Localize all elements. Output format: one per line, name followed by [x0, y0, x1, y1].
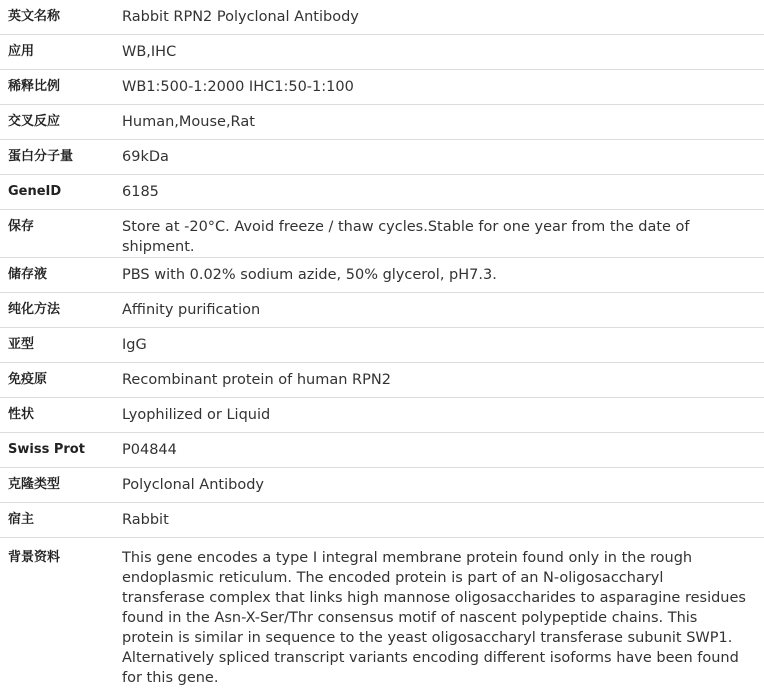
spec-value: Rabbit RPN2 Polyclonal Antibody	[122, 9, 359, 25]
spec-row-isotype	[0, 327, 764, 362]
spec-value: This gene encodes a type I integral membrane protein found only in the rough endoplasmic reticulum. The encoded protein is part of an N-oligosaccharyl transferase complex that links high mannose oligosaccharides to asparagine residues found in the Asn-X-Ser/Thr consensus motif of nascent polypeptide chains. This protein is similar in sequence to the yeast oligosaccharyl transferase subunit SWP1. Alternatively spliced transcript variants encoding different isoforms have been found for this gene.	[122, 549, 746, 686]
spec-value: IgG	[122, 336, 147, 353]
spec-value: Recombinant protein of human RPN2	[122, 371, 391, 388]
spec-label: 储存液	[8, 266, 48, 282]
spec-value: Store at -20°C. Avoid freeze / thaw cycles.Stable for one year from the date of shipment.	[122, 218, 690, 255]
spec-row-english-name	[0, 0, 764, 34]
spec-row-molecular-weight	[0, 139, 764, 174]
spec-label: 蛋白分子量	[8, 148, 74, 164]
spec-label: 性状	[8, 406, 35, 422]
spec-row-storage-buffer	[0, 257, 764, 292]
spec-value: 69kDa	[122, 148, 169, 165]
spec-label: 英文名称	[8, 9, 61, 24]
spec-label: 宿主	[8, 511, 35, 527]
spec-row-form	[0, 397, 764, 432]
spec-label: 应用	[8, 43, 35, 59]
spec-label: GeneID	[8, 183, 62, 199]
spec-value: WB,IHC	[122, 43, 177, 60]
spec-value: WB1:500-1:2000 IHC1:50-1:100	[122, 78, 354, 95]
spec-label: Swiss Prot	[8, 441, 85, 457]
spec-row-gene-id	[0, 174, 764, 209]
spec-value: Polyclonal Antibody	[122, 476, 264, 493]
spec-label: 克隆类型	[8, 476, 61, 492]
spec-label: 稀释比例	[8, 78, 61, 94]
spec-row-application	[0, 34, 764, 69]
spec-value: Rabbit	[122, 511, 169, 528]
spec-row-immunogen	[0, 362, 764, 397]
spec-label: 背景资料	[8, 549, 61, 565]
spec-label: 纯化方法	[8, 301, 61, 317]
spec-value: Affinity purification	[122, 301, 261, 318]
spec-row-background	[0, 537, 764, 692]
spec-row-cross-reactivity	[0, 104, 764, 139]
spec-row-clonality	[0, 467, 764, 502]
spec-row-purification	[0, 292, 764, 327]
spec-value: Human,Mouse,Rat	[122, 113, 255, 130]
spec-label: 免疫原	[8, 371, 48, 387]
spec-label: 亚型	[8, 336, 35, 352]
spec-row-dilution	[0, 69, 764, 104]
spec-row-swiss-prot	[0, 432, 764, 467]
spec-value: PBS with 0.02% sodium azide, 50% glycerol, pH7.3.	[122, 266, 497, 283]
spec-row-host	[0, 502, 764, 537]
spec-label: 交叉反应	[8, 113, 61, 129]
spec-value: 6185	[122, 183, 159, 200]
spec-value: P04844	[122, 441, 177, 458]
spec-label: 保存	[8, 218, 35, 234]
spec-value: Lyophilized or Liquid	[122, 406, 271, 423]
spec-row-storage	[0, 209, 764, 257]
